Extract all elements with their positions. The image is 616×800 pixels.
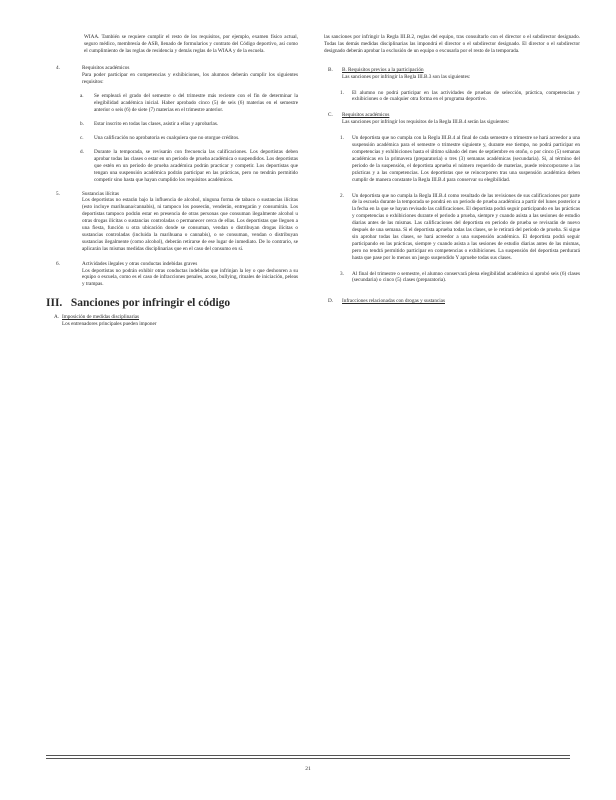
subsection-text: Las sanciones por infringir la Regla III.B.3 son las siguientes: bbox=[342, 73, 471, 80]
subsection-letter: D. bbox=[328, 298, 334, 305]
right-column bbox=[324, 34, 580, 314]
subsection-text: Las sanciones por infringir los requisitos de la Regla III.B.4 serán las siguientes: bbox=[342, 119, 510, 126]
sub-letter: c. bbox=[80, 135, 84, 142]
item-number: 2. bbox=[340, 192, 344, 199]
item-number: 3. bbox=[340, 270, 344, 277]
subsection-title: Requisitos académicos bbox=[342, 112, 390, 119]
item-number: 5. bbox=[56, 190, 60, 197]
subsection-c-item-3 bbox=[324, 271, 580, 285]
sub-letter: d. bbox=[80, 148, 84, 155]
item-title: Sustancias ilícitas bbox=[82, 190, 120, 197]
subsection-c-item-2 bbox=[324, 193, 580, 262]
item-6-illegal-activities bbox=[38, 261, 298, 289]
item-4-academic-requirements bbox=[38, 65, 298, 86]
subsection-b bbox=[324, 67, 580, 81]
subsection-d bbox=[324, 298, 580, 305]
item-text: Los deportistas no estarán bajo la influencia de alcohol, ninguna forma de tabaco o sustancias ilícitas (esto incluye marihuana/cannabis), ni tampoco los poseerán, venderán, entregarán y consumirán. Los deportistas tampoco podrán estar en presencia de otras personas que consuman ilegalmente alcohol u otras drogas ilícitas o sustancias controladas o permanecer cerca de ellas. Los deportistas que lleguen a una fiesta, función u otra ubicación donde se consuman, vendan o distribuyan drogas ilícitas o sustancias controladas (incluida la marihuana o cannabis), o se consuman, vendan o distribuyan sustancias ilegalmente (como alcohol), deberán retirarse de ese lugar de inmediato. De lo contrario, se aplicarán las mismas medidas disciplinarias que en el caso del consumo en sí. bbox=[82, 197, 298, 252]
left-intro-paragraph: WIAA. También se requiere cumplir el resto de los requisitos, por ejemplo, examen físico actual, seguro médico, membresía de ASB, llenado de formularios y contrato del Código deportivo, así como el cumplimiento de las reglas de residencia y demás reglas de la WIAA y de la escuela. bbox=[84, 34, 298, 54]
item-number: 6. bbox=[56, 260, 60, 267]
section-heading-iii bbox=[46, 296, 298, 310]
item-text: Un deportista que no cumpla con la Regla III.B.4 al final de cada semestre o trimestre se hará acreedor a una suspensión académica para el semestre o trimestre siguiente y, durante ese tiempo, no podrá participar en competencias y exhibiciones hasta el último sábado del mes de septiembre en otoño, o por cinco (5) semanas académicas en la primavera (preparatoria) o tres (3) semanas académicas (secundaria). Si, al término del periodo de la suspensión, el deportista aprueba el número requerido de materias, puede reincorporarse a las prácticas y a las competencias. Los deportistas que se reincorporen tras una suspensión académica deben cumplir de manera constante la Regla III.B.4 para conservar su elegibilidad. bbox=[352, 135, 580, 183]
subsection-letter: A. bbox=[54, 314, 60, 321]
sub-item-a bbox=[38, 93, 298, 114]
page-number: 21 bbox=[305, 766, 311, 772]
subsection-title: Infracciones relacionadas con drogas y sustancias bbox=[342, 298, 445, 305]
item-number: 1. bbox=[340, 89, 344, 96]
subsection-letter: B. bbox=[328, 66, 333, 73]
item-number: 1. bbox=[340, 135, 344, 142]
footer-rule bbox=[46, 758, 570, 759]
section-title: Sanciones por infringir el código bbox=[70, 297, 231, 310]
subsection-c bbox=[324, 112, 580, 126]
item-title: Requisitos académicos bbox=[82, 64, 130, 71]
subsection-title: B. Requisitos previos a la participación bbox=[342, 66, 424, 73]
subsection-title: Imposición de medidas disciplinarias bbox=[62, 314, 140, 321]
sub-item-b bbox=[38, 121, 298, 128]
sub-text: Una calificación no aprobatoria es cualquiera que no otorgue créditos. bbox=[94, 135, 240, 142]
sub-item-d bbox=[38, 149, 298, 184]
sub-text: Estar inscrito en todas las clases, asistir a ellas y aprobarlas. bbox=[94, 121, 219, 128]
sub-text: Durante la temporada, se revisarán con frecuencia las calificaciones. Los deportistas deben aprobar todas las clases o estar en un periodo de prueba académica o suspendidos. Los deportistas que estén en un periodo de prueba académica podrán practicar y competir. Los deportistas que tengan una suspensión académica podrán participar en las prácticas, pero no tendrán permitido competir sino hasta que hayan cumplido los requisitos académicos. bbox=[94, 148, 298, 183]
sub-text: Se empleará el grado del semestre o del trimestre más reciente con el fin de determinar la elegibilidad académica inicial. Haber aprobado cinco (5) de seis (6) materias en el semestre anterior o seis (6) de siete (7) materias en el trimestre anterior. bbox=[94, 93, 298, 114]
item-text: Para poder participar en competencias y exhibiciones, los alumnos deberán cumplir los siguientes requisitos: bbox=[82, 71, 298, 85]
item-text: Al final del trimestre o semestre, el alumno conservará plena elegibilidad académica si aprobó seis (6) clases (secundaria) o cinco (5) clases (preparatoria). bbox=[352, 270, 580, 284]
subsection-letter: C. bbox=[328, 112, 333, 119]
footer-rule bbox=[46, 755, 570, 756]
subsection-c-item-1 bbox=[324, 135, 580, 183]
item-number: 4. bbox=[56, 64, 60, 71]
right-intro-paragraph: las sanciones por infringir la Regla III.B.2, reglas del equipo, tras consultarlo con el director o el subdirector designado. Todas las demás medidas disciplinarias las impondrá el director o el subdirector designado. El director o el subdirector designado deberán aprobar la exclusión de un equipo o excusarla por el resto de la temporada. bbox=[324, 34, 580, 54]
left-column bbox=[38, 34, 298, 336]
item-text: Un deportista que no cumpla la Regla III.B.4 como resultado de las revisiones de sus calificaciones por parte de la escuela durante la temporada se pondrá en un periodo de prueba académica a partir del lunes posterior a la fecha en la que se hayan revisado las calificaciones. El deportista podrá seguir participando en las prácticas y competencias o exhibiciones durante el periodo a prueba, siempre y cuando asista a las sesiones de estudio diarias antes de las mismas. Las calificaciones del deportista en periodo de prueba se revisarán de nuevo después de una semana. Si el deportista aprueba todas las clases, se le retirará del periodo de prueba. Si sigue sin aprobar todas las clases, se hará acreedor a una suspensión académica. El deportista podrá seguir participando en las prácticas, siempre y cuando asista a las sesiones de estudio diarias antes de las mismas, pero no tendrá permitido participar en competencias o exhibiciones. La suspensión del deportista perdurará hasta que pase por lo menos un juego suspendido Y apruebe todas sus clases. bbox=[352, 192, 580, 261]
subsection-text: Los entrenadores principales pueden imponer bbox=[62, 321, 157, 328]
sub-item-c bbox=[38, 135, 298, 142]
subsection-b-item-1 bbox=[324, 90, 580, 104]
sub-letter: b. bbox=[80, 121, 84, 128]
item-text: Los deportistas no podrán exhibir otras conductas indebidas que infrinjan la ley o que deshonren a su equipo o escuela, como es el caso de infracciones penales, acoso, bullying, rituales de iniciación, peleas y trampas. bbox=[82, 267, 298, 288]
sub-letter: a. bbox=[80, 93, 84, 100]
item-text: El alumno no podrá participar en las actividades de pruebas de selección, práctica, competencias y exhibiciones o de cualquier otra forma en el programa deportivo. bbox=[352, 89, 580, 103]
item-5-illicit-substances bbox=[38, 191, 298, 253]
subsection-a bbox=[38, 314, 298, 328]
section-numeral: III. bbox=[46, 297, 63, 310]
item-title: Actividades ilegales y otras conductas indebidas graves bbox=[82, 260, 198, 267]
